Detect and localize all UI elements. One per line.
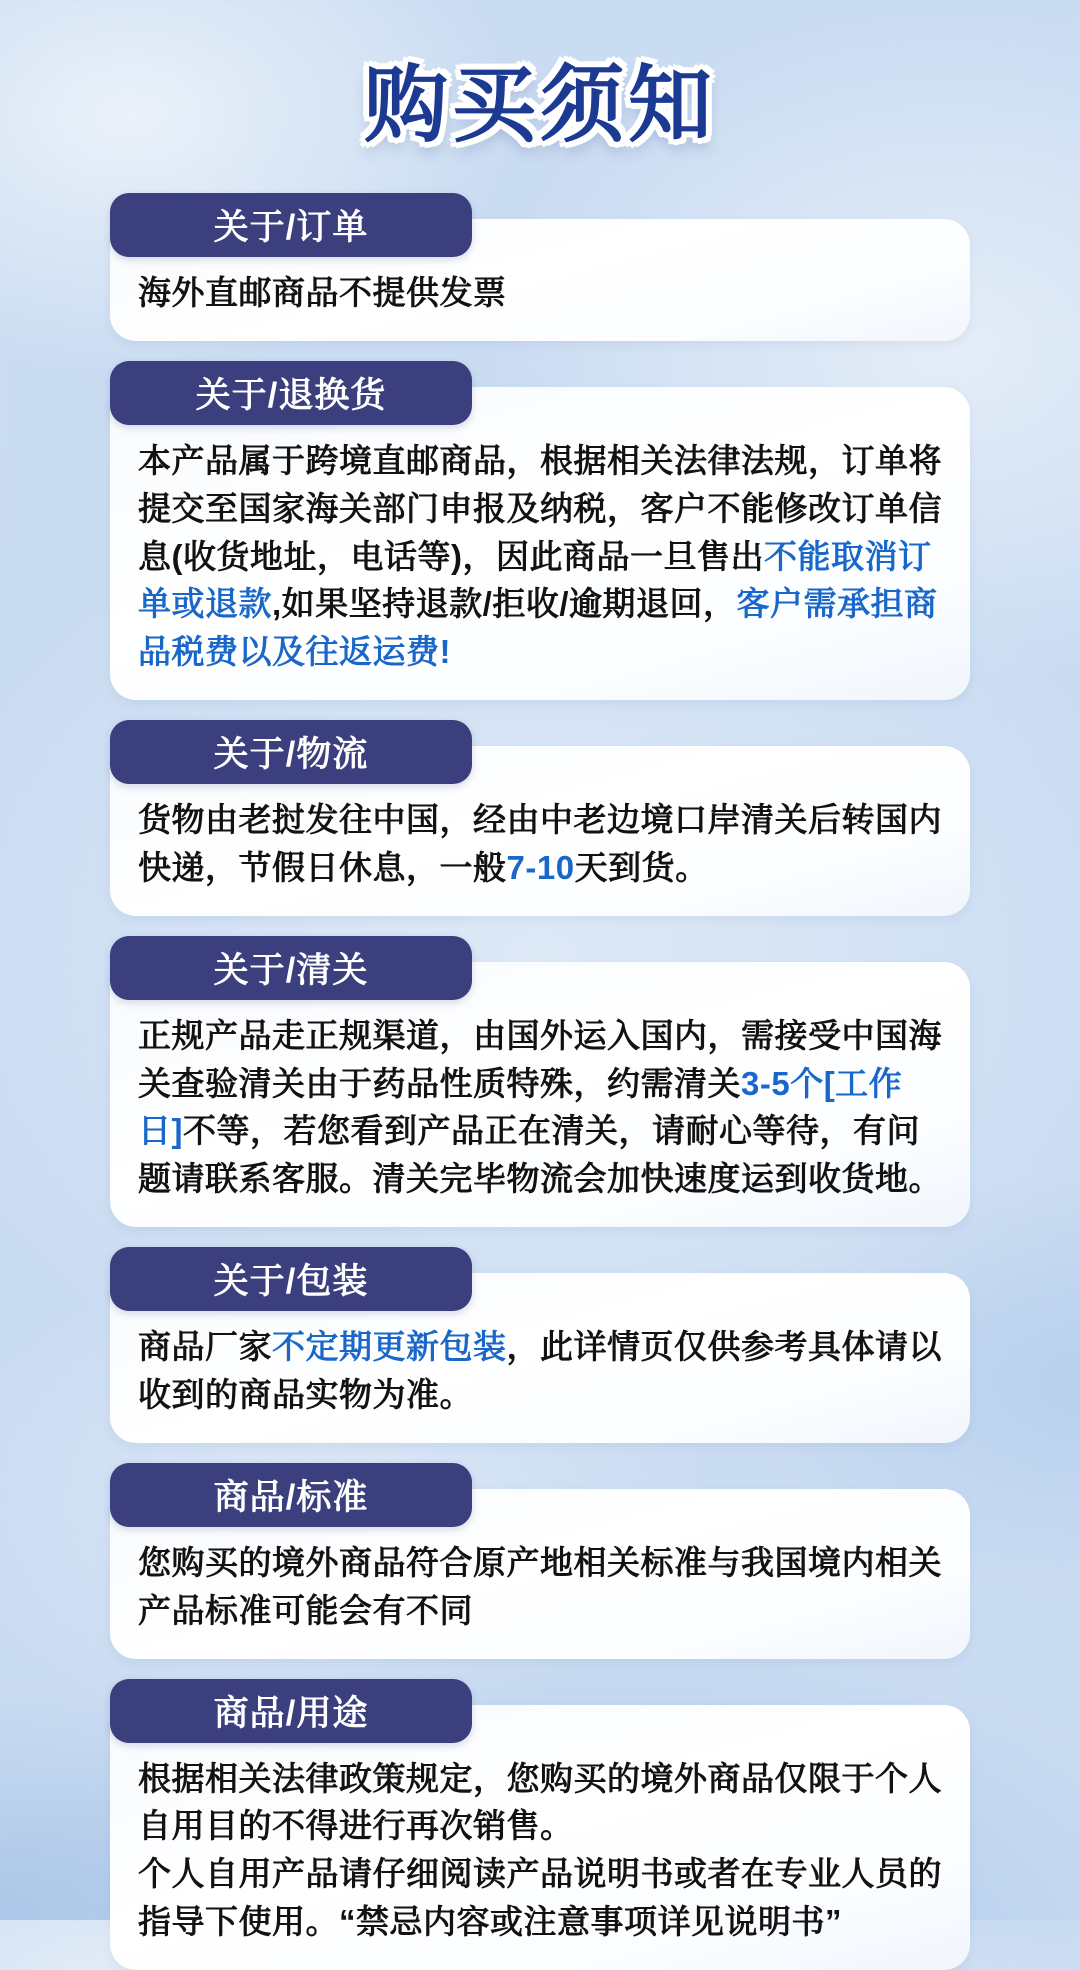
section-card <box>110 1705 970 1970</box>
text-segment: 个人自用产品请仔细阅读产品说明书或者在专业人员的指导下使用。“禁忌内容或注意事项详见说明书” <box>138 1855 942 1941</box>
section-tab-label: 商品/标准 <box>213 1477 369 1517</box>
section-tab <box>110 361 472 425</box>
section-tab-label: 关于/包装 <box>213 1262 369 1302</box>
highlight-segment: 不能取消订单或退款 <box>138 537 932 623</box>
text-segment: 您购买的境外商品符合原产地相关标准与我国境内相关产品标准可能会有不同 <box>138 1543 942 1629</box>
notice-sections <box>110 193 970 1970</box>
section-tab-label: 关于/清关 <box>213 950 369 990</box>
section-customs <box>110 936 970 1227</box>
highlight-segment: 客户需承担商品税费以及往返运费! <box>138 585 938 671</box>
section-paragraph <box>138 1539 942 1635</box>
section-usage <box>110 1679 970 1970</box>
text-segment: 正规产品走正规渠道，由国外运入国内，需接受中国海关查验清关由于药品性质特殊，约需清关 <box>138 1016 942 1102</box>
text-segment: 不等，若您看到产品正在清关，请耐心等待，有问题请联系客服。清关完毕物流会加快速度运到收货地。 <box>138 1112 942 1198</box>
section-tab-label: 关于/订单 <box>213 208 369 247</box>
section-paragraph <box>138 1850 942 1946</box>
section-paragraph <box>138 1012 942 1203</box>
section-tab <box>110 193 472 257</box>
section-standard <box>110 1463 970 1659</box>
section-tab-label: 关于/退换货 <box>195 375 387 415</box>
section-tab-label: 关于/物流 <box>213 735 369 775</box>
section-paragraph <box>138 437 942 676</box>
section-paragraph <box>138 269 942 317</box>
text-segment: ，此详情页仅供参考具体请以收到的商品实物为准。 <box>138 1328 942 1413</box>
section-card <box>110 962 970 1227</box>
text-segment: 海外直邮商品不提供发票 <box>138 274 507 311</box>
section-tab <box>110 1679 472 1743</box>
section-card <box>110 387 970 700</box>
text-segment: 货物由老挝发往中国，经由中老边境口岸清关后转国内快递，节假日休息，一般 <box>138 801 942 886</box>
section-tab <box>110 936 472 1000</box>
text-segment: 商品厂家 <box>138 1328 272 1366</box>
section-packaging <box>110 1247 970 1443</box>
section-paragraph <box>138 1755 942 1851</box>
text-segment: 本产品属于跨境直邮商品，根据相关法律法规，订单将提交至国家海关部门申报及纳税，客户不能修改订单信息(收货地址，电话等)，因此商品一旦售出 <box>138 441 942 575</box>
section-tab <box>110 1247 472 1311</box>
section-logistics <box>110 720 970 916</box>
text-segment: ,如果坚持退款/拒收/逾期退回， <box>272 585 737 623</box>
section-paragraph <box>138 796 942 892</box>
section-tab-label: 商品/用途 <box>213 1693 369 1733</box>
section-order <box>110 193 970 341</box>
section-paragraph <box>138 1323 942 1419</box>
highlight-segment: 7-10 <box>506 848 575 886</box>
section-tab <box>110 720 472 784</box>
text-segment: 天到货。 <box>574 848 709 886</box>
highlight-segment: 3-5个[工作日] <box>138 1064 903 1150</box>
section-returns <box>110 361 970 700</box>
section-tab <box>110 1463 472 1527</box>
page-title: 购买须知 <box>363 58 716 152</box>
highlight-segment: 不定期更新包装 <box>272 1328 507 1366</box>
text-segment: 根据相关法律政策规定，您购买的境外商品仅限于个人自用目的不得进行再次销售。 <box>138 1759 942 1845</box>
